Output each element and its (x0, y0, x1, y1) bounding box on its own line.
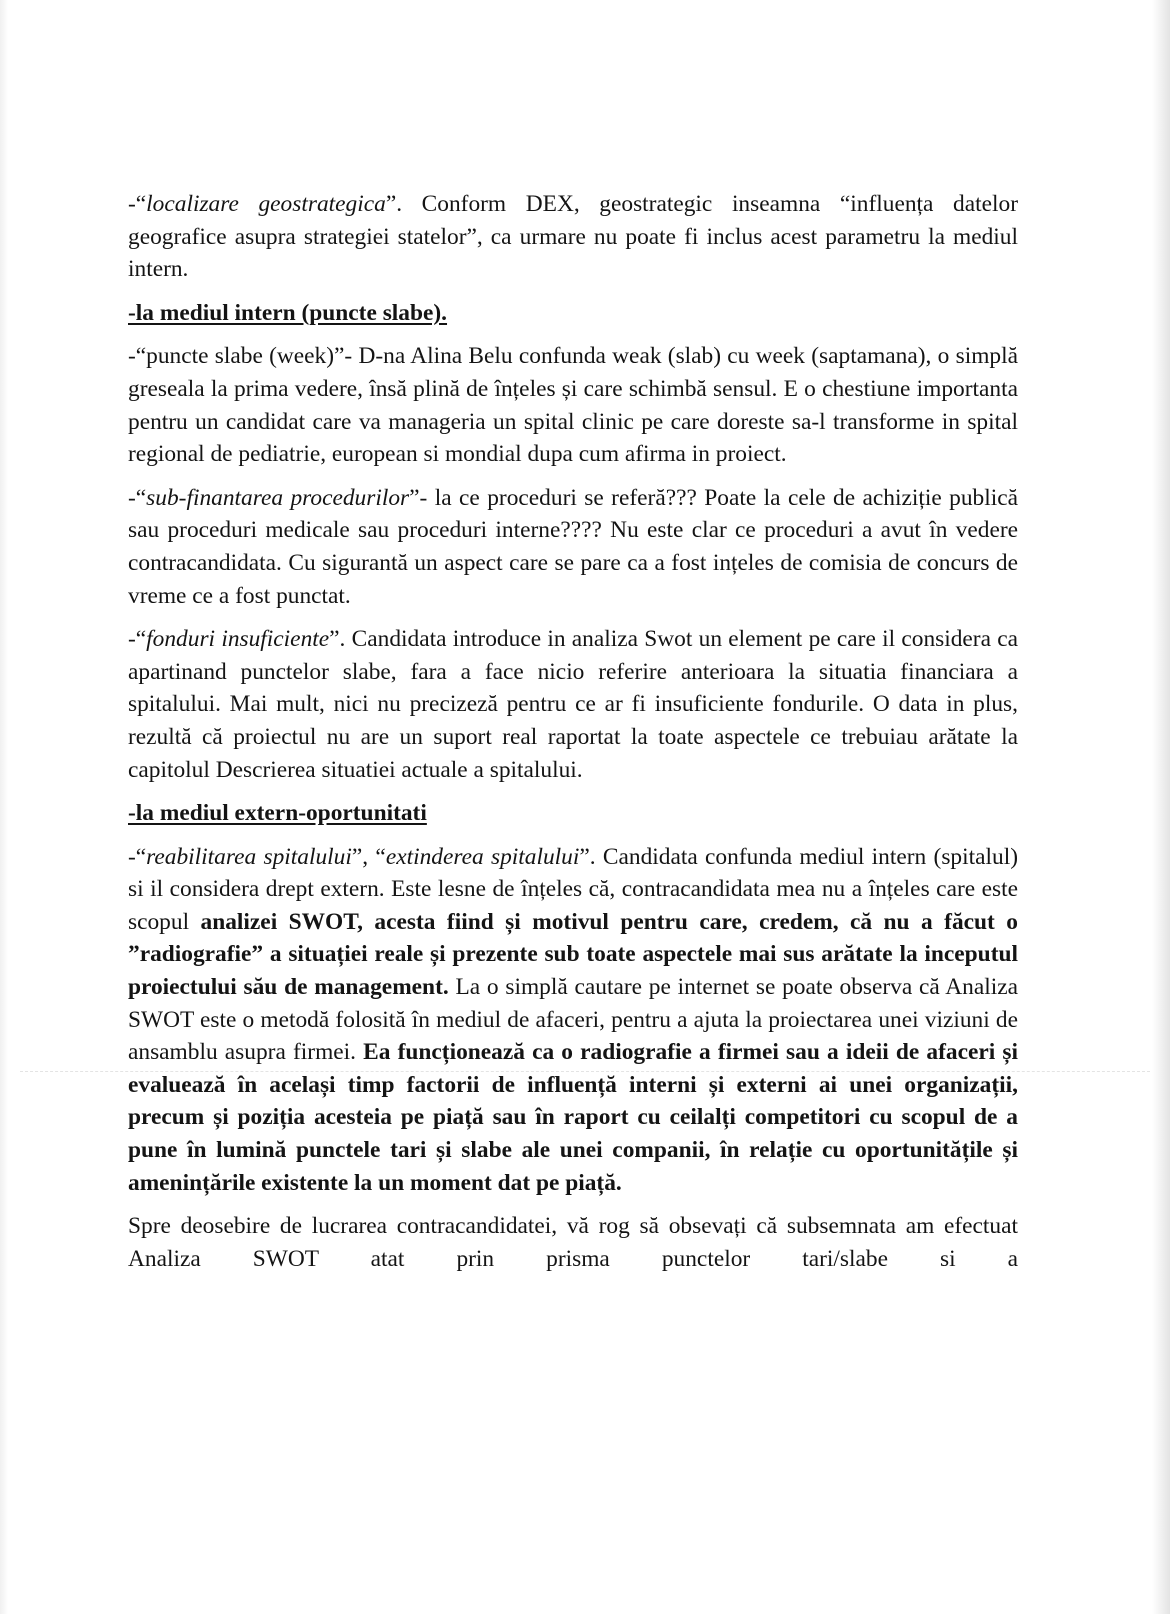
text-segment: ”. Candidata confunda mediul intern (spitalul) si il considera drept extern. Este lesne de înțeles că, contracandidata mea nu a înțeles care este scopul (128, 843, 1018, 935)
section-heading-mediul-intern: -la mediul intern (puncte slabe). (128, 299, 448, 326)
italic-term: reabilitarea spitalului (146, 843, 352, 870)
bold-passage: Ea funcționează ca o radiografie a firmei sau a ideii de afaceri și evaluează în același timp factorii de influență interni și externi ai unei organizații, precum și poziția acesteia pe piață sau în raport cu ceilalți competitori cu scopul de a pune în lumină punctele tari și slabe ale unei companii, în relație cu oportunitățile și amenințările existente la un moment dat pe piață. (128, 1039, 1018, 1196)
text-segment: La o simplă cautare pe internet se poate observa că Analiza SWOT este o metodă folosită în mediul de afaceri, pentru a ajuta la proiectarea unei viziuni de ansamblu asupra firmei. (128, 974, 1018, 1066)
italic-term: extinderea spitalului (385, 843, 580, 870)
section-heading-mediul-extern: -la mediul extern-oportunitati (128, 800, 427, 827)
text-segment: ”, “ (351, 843, 386, 870)
text-segment: ”- la ce proceduri se referă??? Poate la cele de achiziție publică sau proceduri medicale sau proceduri interne???? Nu este clar ce proceduri a avut în vedere contracandidata. Cu sigurantă un aspect care se pare ca a fost ințeles de comisia de concurs de vreme ce a fost punctat. (128, 484, 1018, 609)
paragraph-spre-deosebire: Spre deosebire de lucrarea contracandidatei, vă rog să obsevați că subsemnata am efectuat Analiza SWOT atat prin prisma punctelor tari/slabe si a (128, 1213, 1018, 1272)
italic-term: fonduri insuficiente (146, 626, 330, 653)
document-page (128, 188, 1018, 1286)
text-segment: -“ (128, 484, 147, 511)
text-segment: -“ (128, 843, 147, 870)
paragraph-sub-finantarea (128, 482, 1018, 612)
paragraph-localizare-geostrategica (128, 188, 1018, 286)
text-segment: -“ (128, 191, 147, 217)
italic-term: localizare geostrategica (146, 191, 386, 217)
text-segment: -“ (128, 626, 147, 653)
paragraph-puncte-slabe: -“puncte slabe (week)”- D-na Alina Belu confunda weak (slab) cu week (saptamana), o simplă greseala la prima vedere, însă plină de înțeles și care schimbă sensul. E o chestiune importanta pentru un candidat care va manageria un spital clinic pe care doreste sa-l transforme in spital regional de pediatrie, european si mondial dupa cum afirma in proiect. (128, 343, 1018, 468)
italic-term: sub-finantarea procedurilor (146, 484, 410, 511)
paragraph-fonduri-insuficiente (128, 623, 1018, 786)
page-edge-shadow-left (0, 0, 8, 1614)
page-edge-shadow-right (1152, 0, 1170, 1614)
text-segment: ”. Candidata introduce in analiza Swot un element pe care il considera ca apartinand punctelor slabe, fara a face nicio referire anterioara la situatia financiara a spitalului. Mai mult, nici nu precizeză pentru ce ar fi insuficiente fondurile. O data in plus, rezultă că proiectul nu are un suport real raportat la toate aspectele ce trebuiau arătate la capitolul Descrierea situatiei actuale a spitalului. (128, 626, 1019, 783)
text-segment: ”. Conform DEX, geostrategic inseamna “influența datelor geografice asupra strategiei statelor”, ca urmare nu poate fi inclus acest parametru la mediul intern. (128, 191, 1018, 283)
bold-passage: analizei SWOT, acesta fiind și motivul pentru care, credem, că nu a făcut o ”radiografie” a situației reale și prezente sub toate aspectele mai sus arătate la inceputul proiectului său de management. (128, 908, 1018, 1001)
paragraph-reabilitarea-spitalului (128, 841, 1018, 1200)
